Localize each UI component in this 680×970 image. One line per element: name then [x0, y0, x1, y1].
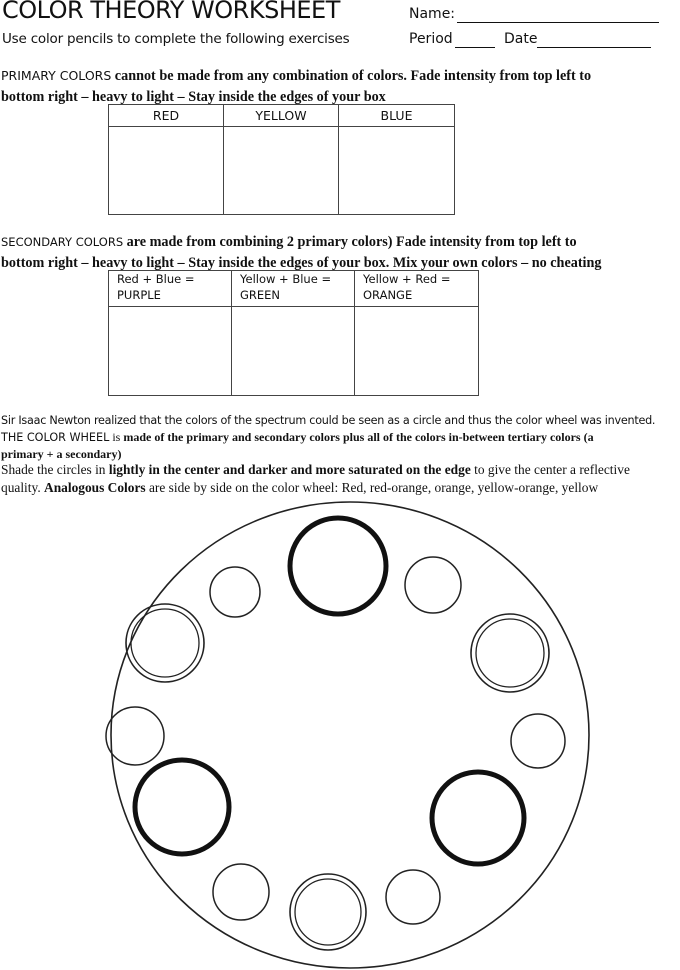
quality-text-1: quality.: [1, 480, 41, 495]
wheel-circle-secondary[interactable]: [290, 874, 366, 950]
primary-line2: bottom right – heavy to light – Stay inside the edges of your box: [1, 89, 386, 105]
wheel-circle-secondary-inner: [476, 619, 544, 687]
primary-lead: PRIMARY COLORS: [1, 68, 112, 83]
secondary-formula: Yellow + Red =: [363, 272, 451, 286]
wheel-circle-primary[interactable]: [135, 760, 229, 854]
secondary-line1: are made from combining 2 primary colors) Fade intensity from top left to: [126, 234, 577, 250]
secondary-result: ORANGE: [363, 288, 413, 302]
wheel-circle-primary[interactable]: [432, 772, 524, 864]
color-wheel-line1: made of the primary and secondary colors plus all of the colors in-between tertiary colors (a: [123, 430, 594, 444]
primary-header-blue: BLUE: [339, 105, 455, 127]
secondary-lead: SECONDARY COLORS: [1, 235, 124, 249]
worksheet-subtitle: Use color pencils to complete the following exercises: [2, 31, 350, 47]
newton-text: Sir Isaac Newton realized that the colors of the spectrum could be seen as a circle and thus the color wheel was invented.: [1, 414, 656, 427]
wheel-circle-tertiary[interactable]: [210, 567, 260, 617]
quality-text-3: are side by side on the color wheel: Red, red-orange, orange, yellow-orange, yellow: [148, 480, 599, 495]
wheel-circle-tertiary[interactable]: [386, 870, 440, 924]
secondary-result: PURPLE: [117, 288, 161, 302]
shade-text-3: to give the center a reflective: [474, 462, 630, 477]
name-label: Name:: [409, 6, 456, 22]
primary-header-red: RED: [109, 105, 224, 127]
quality-text-2: Analogous Colors: [44, 480, 146, 495]
color-wheel-outline: [111, 502, 589, 968]
wheel-circle-tertiary[interactable]: [106, 707, 164, 765]
color-wheel-lead: THE COLOR WHEEL: [1, 431, 110, 444]
secondary-formula: Red + Blue =: [117, 272, 195, 286]
secondary-formula: Yellow + Blue =: [240, 272, 332, 286]
secondary-result: GREEN: [240, 288, 281, 302]
wheel-circle-tertiary[interactable]: [405, 557, 461, 613]
shade-text-2: lightly in the center and darker and more saturated on the edge: [108, 462, 471, 477]
wheel-circle-secondary-inner: [295, 879, 361, 945]
secondary-line2: bottom right – heavy to light – Stay inside the edges of your box. Mix your own colors – no cheating: [1, 255, 602, 271]
primary-line1: cannot be made from any combination of colors. Fade intensity from top left to: [114, 68, 592, 84]
color-wheel-line2: primary + a secondary): [1, 447, 122, 461]
wheel-circle-secondary[interactable]: [471, 614, 549, 692]
shade-text-1: Shade the circles in: [1, 462, 106, 477]
wheel-circle-primary[interactable]: [290, 518, 386, 614]
date-label: Date: [504, 31, 538, 47]
color-wheel-is: is: [112, 430, 121, 444]
primary-header-yellow: YELLOW: [224, 105, 339, 127]
wheel-circle-tertiary[interactable]: [511, 714, 565, 768]
period-label: Period: [409, 31, 453, 47]
wheel-circle-tertiary[interactable]: [213, 864, 269, 920]
wheel-circle-secondary-inner: [131, 609, 199, 677]
wheel-circle-secondary[interactable]: [126, 604, 204, 682]
worksheet-title: COLOR THEORY WORKSHEET: [2, 0, 340, 24]
